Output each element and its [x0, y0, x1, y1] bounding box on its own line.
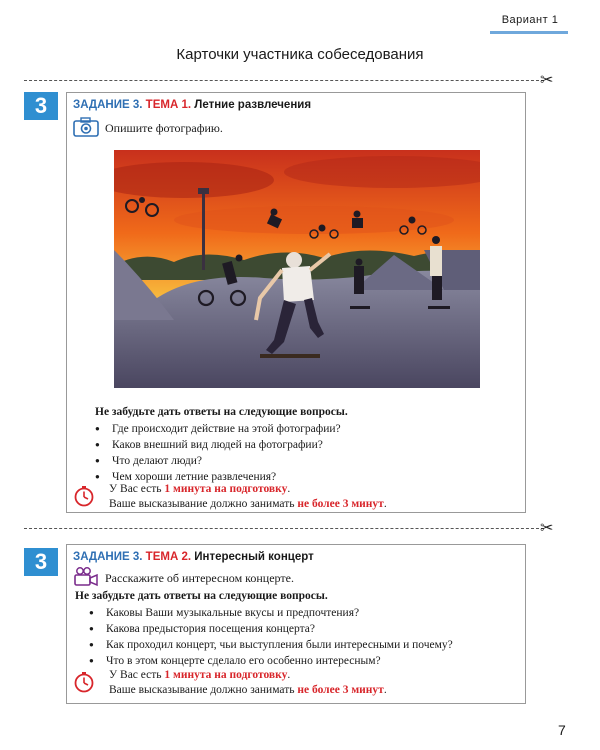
list-item: ● Чем хороши летние развлечения? — [95, 469, 341, 485]
variant-label: Вариант 1 — [501, 14, 559, 26]
scissors-icon: ✂ — [540, 72, 554, 89]
questions-list — [89, 605, 453, 669]
task-label: ЗАДАНИЕ 3. — [73, 551, 143, 563]
task-card-2 — [66, 544, 526, 704]
cut-line — [24, 528, 544, 529]
answer-time-text: Ваше высказывание должно занимать не более 3 минут. — [109, 684, 387, 696]
instruction-text: Расскажите об интересном концерте. — [105, 571, 294, 585]
list-item: ● Что в этом концерте сделало его особенно интересным? — [89, 653, 453, 669]
scissors-icon: ✂ — [540, 520, 554, 537]
task-number-badge: 3 — [24, 92, 58, 120]
prep-time-value: 1 минута на подготовку — [164, 669, 288, 681]
task-number-badge: 3 — [24, 548, 58, 576]
list-item: ● Каков внешний вид людей на фотографии? — [95, 437, 341, 453]
answer-time-text: Ваше высказывание должно занимать не более 3 минут. — [109, 498, 387, 510]
cut-line — [24, 80, 544, 81]
answer-time-value: не более 3 минут — [297, 684, 384, 696]
topic-label: Летние развлечения — [194, 99, 312, 111]
answer-time-value: не более 3 минут — [297, 498, 384, 510]
stopwatch-icon — [73, 671, 95, 693]
page-number: 7 — [558, 722, 566, 738]
skatepark-photo — [114, 150, 480, 388]
task-label: ЗАДАНИЕ 3. — [73, 99, 143, 111]
video-camera-icon — [73, 567, 99, 587]
theme-label: ТЕМА 1. — [145, 99, 192, 111]
list-item: ● Где происходит действие на этой фотографии? — [95, 421, 341, 437]
prep-time-value: 1 минута на подготовку — [164, 483, 288, 495]
list-item: ● Какова предыстория посещения концерта? — [89, 621, 453, 637]
instruction-text: Опишите фотографию. — [105, 121, 223, 135]
list-item: ● Что делают люди? — [95, 453, 341, 469]
card-heading — [73, 99, 311, 111]
questions-title: Не забудьте дать ответы на следующие вопросы. — [95, 406, 348, 418]
card-heading — [73, 551, 314, 563]
camera-icon — [73, 117, 99, 137]
variant-underline — [490, 31, 568, 34]
theme-label: ТЕМА 2. — [145, 551, 192, 563]
list-item: ● Как проходил концерт, чьи выступления были интересными и почему? — [89, 637, 453, 653]
list-item: ● Каковы Ваши музыкальные вкусы и предпочтения? — [89, 605, 453, 621]
questions-title: Не забудьте дать ответы на следующие вопросы. — [75, 590, 328, 602]
prep-time-text: У Вас есть 1 минута на подготовку. — [109, 669, 291, 681]
questions-list — [95, 421, 341, 485]
topic-label: Интересный концерт — [194, 551, 314, 563]
stopwatch-icon — [73, 485, 95, 507]
page-title: Карточки участника собеседования — [176, 46, 424, 63]
prep-time-text: У Вас есть 1 минута на подготовку. — [109, 483, 291, 495]
